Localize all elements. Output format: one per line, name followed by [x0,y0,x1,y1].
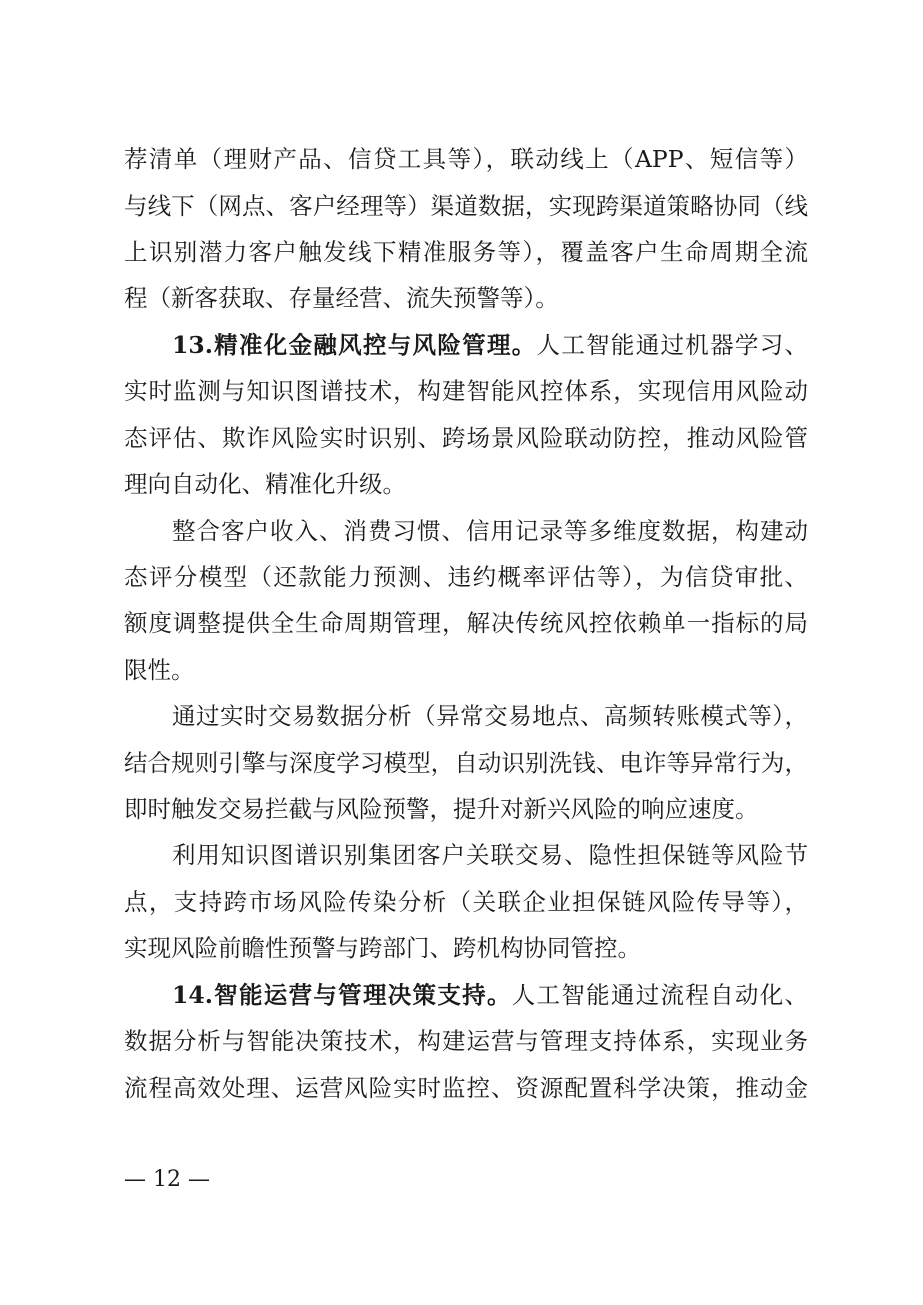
text-run: 人工智能通过机器学习、 [536,331,808,359]
text-line: 额度调整提供全生命周期管理，解决传统风控依赖单一指标的局 [124,609,808,637]
section-heading-13: 13.精准化金融风控与风险管理。 [172,331,537,359]
text-line: 通过实时交易数据分析（异常交易地点、高频转账模式等）， [172,702,808,730]
text-line: 数据分析与智能决策技术，构建运营与管理支持体系，实现业务 [124,1027,808,1055]
text-line: 上识别潜力客户触发线下精准服务等），覆盖客户生命周期全流 [124,238,808,266]
section-heading-14: 14.智能运营与管理决策支持。 [172,981,512,1009]
text-line: 实现风险前瞻性预警与跨部门、跨机构协同管控。 [124,934,641,962]
text-line: 荐清单（理财产品、信贷工具等），联动线上（APP、短信等） [124,145,808,173]
page-number: — 12 — [124,1167,210,1192]
text-line: 点，支持跨市场风险传染分析（关联企业担保链风险传导等）， [124,888,808,916]
text-line: 利用知识图谱识别集团客户关联交易、隐性担保链等风险节 [172,841,808,869]
text-line: 整合客户收入、消费习惯、信用记录等多维度数据，构建动 [172,517,808,545]
text-run: 人工智能通过流程自动化、 [511,981,808,1009]
text-line: 结合规则引擎与深度学习模型，自动识别洗钱、电诈等异常行为， [124,749,808,777]
section-14-first-line [172,975,808,1015]
text-line: 与线下（网点、客户经理等）渠道数据，实现跨渠道策略协同（线 [124,192,808,220]
text-line: 限性。 [124,656,195,684]
text-line: 理向自动化、精准化升级。 [124,470,406,498]
text-line: 程（新客获取、存量经营、流失预警等）。 [124,284,559,312]
text-line: 流程高效处理、运营风险实时监控、资源配置科学决策，推动金 [124,1074,808,1102]
text-line: 即时触发交易拦截与风险预警，提升对新兴风险的响应速度。 [124,795,759,823]
section-13-first-line [172,325,808,365]
text-line: 态评分模型（还款能力预测、违约概率评估等），为信贷审批、 [124,563,808,591]
text-line: 实时监测与知识图谱技术，构建智能风控体系，实现信用风险动 [124,377,808,405]
text-line: 态评估、欺诈风险实时识别、跨场景风险联动防控，推动风险管 [124,424,808,452]
